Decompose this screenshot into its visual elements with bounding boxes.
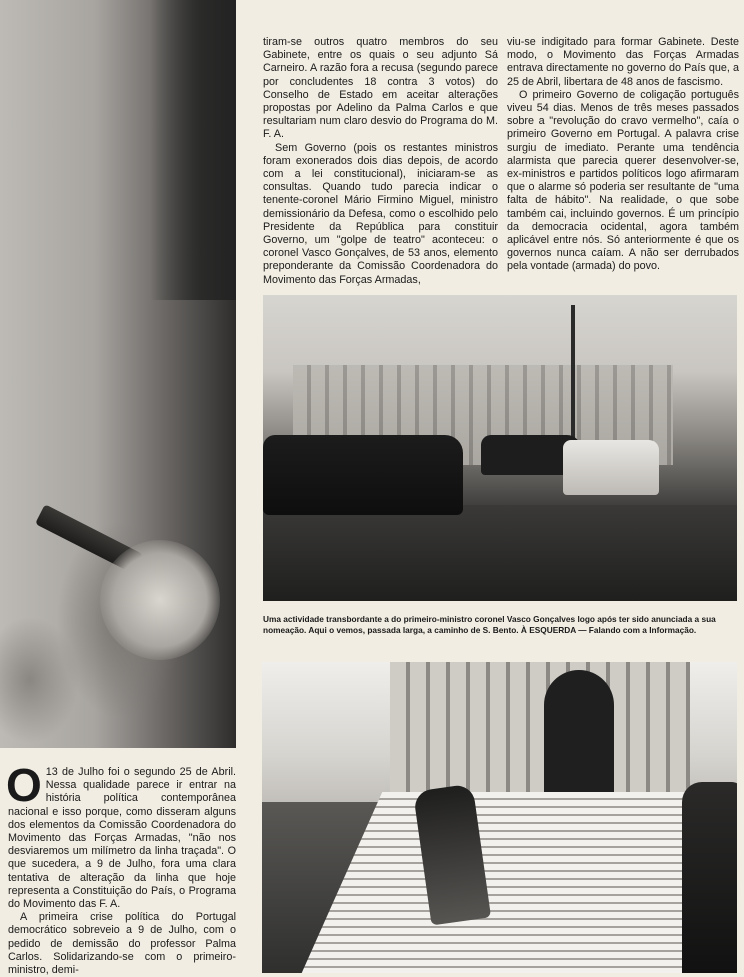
hand-shape [100, 540, 220, 660]
photo-shadow [150, 0, 236, 300]
col1-paragraph-2: Sem Governo (pois os restantes ministros foram exonerados dois dias depois, de acordo com a lei constitucional), iniciaram-se as consultas. Quando tudo parecia indicar o tenente-coronel Mário Firmino Miguel, ministro demissionário da Defesa, como o escolhido pelo Presidente da República para constituir Governo, um "golpe de teatro" aconteceu: o coronel Vasco Gonçalves, de 53 anos, elemento preponderante da Comissão Coordenadora do Movimento das Forças Armadas, [263, 141, 498, 286]
intro-paragraph-2: A primeira crise política do Portugal democrático sobreveio a 9 de Julho, com o pedido de demissão do professor Palma Carlos. Solidarizando-se com o primeiro-ministro, demi- [8, 911, 236, 977]
col1-paragraph-1: tiram-se outros quatro membros do seu Gabinete, entre os quais o seu adjunto Sá Carneiro. A razão fora a recusa (segundo parece por concludentes 18 contra 3 votos) do Conselho de Estado em aceitar alterações propostas por Adelino da Palma Carlos e que resultariam num claro desvio do Programa do M. F. A. [263, 36, 498, 141]
intro-text-1: 13 de Julho foi o segundo 25 de Abril. Nessa qualidade parece ir entrar na história política contemporânea nacional e isso porque, como disseram alguns dos elementos da Comissão Coordenadora do Movimento das Forças Armadas, "não nos desviaremos um milímetro da linha traçada". O que sucedera, a 9 de Julho, fora uma clara tentativa de alteração da linha que hoje representa a Constituição do País, o Programa do Movimento das F. A. [8, 766, 236, 911]
photo-black-car [263, 435, 463, 515]
article-column-2 [507, 36, 739, 274]
photo-road [263, 505, 737, 601]
intro-paragraph-1 [6, 759, 236, 911]
photo-steps-sao-bento [262, 662, 737, 973]
photo-caption: Uma actividade transbordante a do primeiro-ministro coronel Vasco Gonçalves logo após ter sido anunciada a sua nomeação. Aqui o vemos, passada larga, a caminho de S. Bento. À ESQUERDA — Falando com a Informação. [263, 614, 716, 636]
col2-paragraph-2: O primeiro Governo de coligação português viveu 54 dias. Menos de três meses passados sobre a "revolução do cravo vermelho", caía o primeiro Governo em Portugal. A palavra crise surgiu de imediato. Perante uma tendência alarmista que parecia querer desenvolver-se, ex-ministros e partidos políticos logo afirmaram que o alarme só poderia ser resultante de "uma falta de hábito". Na realidade, o que sobe também cai, incluindo governos. É um princípio da democracia ocidental, agora também aplicável entre nós. Só anteriormente é que os governos nunca caíam. A não ser derrubados pela vontade (armada) do povo. [507, 88, 739, 273]
drop-cap: O [6, 759, 42, 811]
photo-street-cars [263, 295, 737, 601]
photo-arch [544, 670, 614, 800]
article-intro [6, 759, 236, 977]
photo-man-smoking [0, 0, 236, 748]
photo-photographer [682, 782, 737, 973]
photo-white-car [563, 440, 659, 495]
article-column-1 [263, 36, 498, 287]
col2-paragraph-1: viu-se indigitado para formar Gabinete. Deste modo, o Movimento das Forças Armadas entrava directamente no governo do País que, a 25 de Abril, libertara de 48 anos de fascismo. [507, 36, 739, 88]
